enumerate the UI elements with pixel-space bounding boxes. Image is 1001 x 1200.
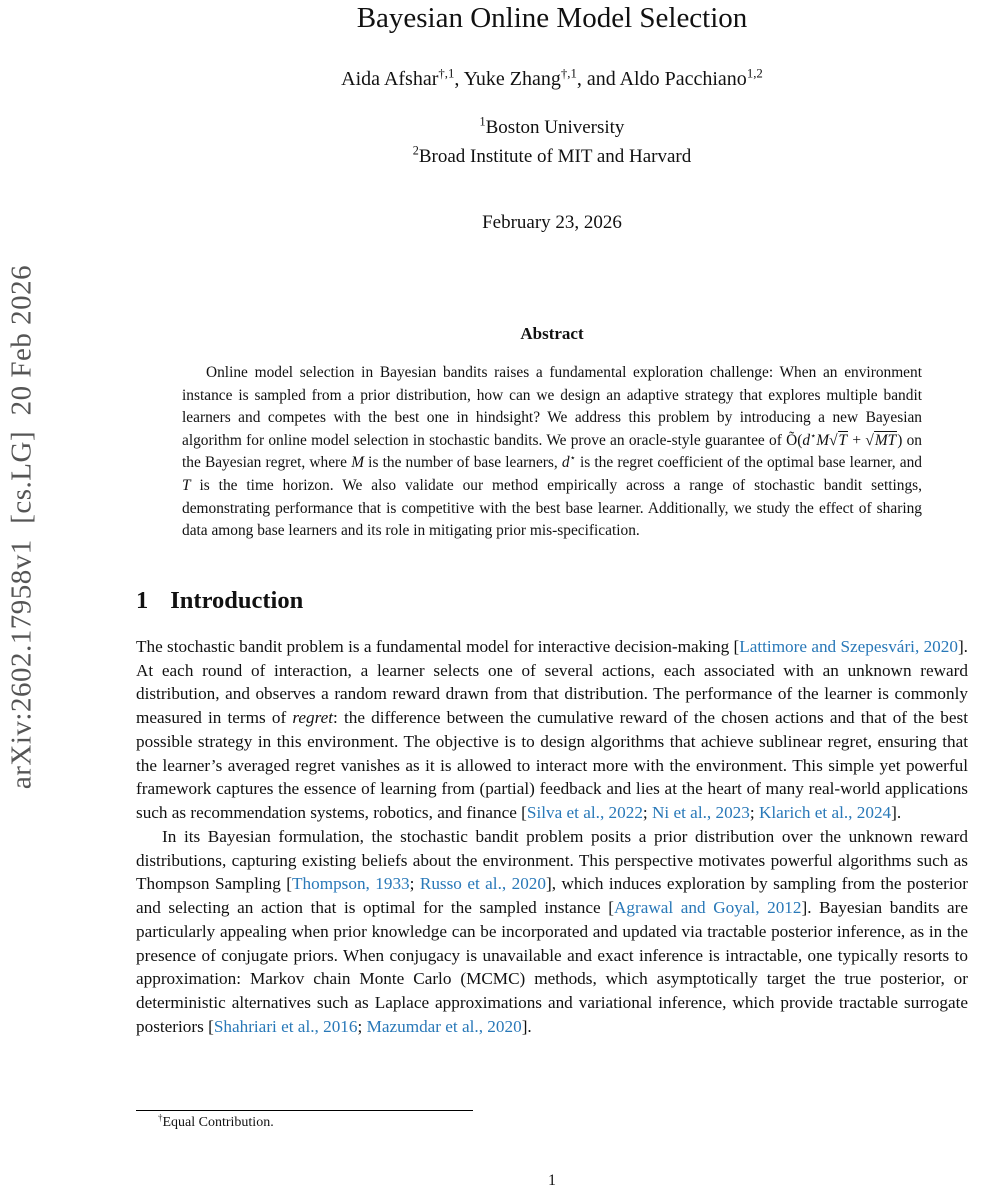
affiliation-2: $^2$Broad Institute of MIT and Harvard — [412, 144, 692, 168]
affiliation-1: $^1$Boston University — [479, 114, 625, 138]
intro-paragraph-2: In its Bayesian formulation, the stochastic bandit problem posits a prior distribution over the unknown reward distributions, capturing existing beliefs about the environment. This perspective motivates powerful algorithms such as Thompson Sampling [Thompson, 1933; Russo et al., 2020], which induces exploration by sampling from the posterior and selecting an action that is optimal for the sampled instance [Agrawal and Goyal, 2012]. Bayesian bandits are particularly appealing when prior knowledge can be incorporated and updated via tractable posterior inference, as in the presence of conjugate priors. When conjugacy is unavailable and exact inference is intractable, one typically resorts to approximation: Markov chain Monte Carlo (MCMC) methods, which asymptotically target the true posterior, or deterministic alternatives such as Laplace approximations and variational inference, which provide tractable surrogate posteriors [Shahriari et al., 2016; Mazumdar et al., 2020]. — [136, 826, 969, 1036]
section-number: 1 — [136, 587, 149, 614]
section-title: Introduction — [170, 587, 304, 614]
citation-link[interactable]: Agrawal and Goyal, 2012 — [613, 898, 802, 918]
authors-line: Aida Afshar$^{\dagger,1}$, Yuke Zhang$^{\dagger,1}$, and Aldo Pacchiano$^{1,2}$ — [341, 66, 763, 90]
abstract-heading: Abstract — [520, 323, 584, 343]
arxiv-watermark: arXiv:2602.17958v1 [cs.LG] 20 Feb 2026 — [5, 264, 38, 790]
citation-link[interactable]: Ni et al., 2023 — [652, 803, 750, 823]
citation-link[interactable]: Lattimore and Szepesvári, 2020 — [739, 637, 958, 656]
citation-link[interactable]: Thompson, 1933 — [292, 874, 410, 894]
citation-link[interactable]: Klarich et al., 2024 — [758, 803, 892, 823]
footnote-block — [136, 1110, 968, 1131]
citation-link[interactable]: Mazumdar et al., 2020 — [366, 1016, 522, 1036]
intro-paragraph-1: The stochastic bandit problem is a fundamental model for interactive decision-making [Lattimore and Szepesvári, 2020]. At each round of interaction, a learner selects one of several actions, each associated with an unknown reward distribution, and observes a random reward drawn from that distribution. The performance of the learner is commonly measured in terms of regret: the difference between the cumulative reward of the chosen actions and that of the best possible strategy in this environment. The objective is to design algorithms that achieve sublinear regret, ensuring that the learner’s averaged regret vanishes as it is allowed to interact more with the environment. This simple yet powerful framework captures the essence of learning from (partial) feedback and lies at the heart of many real-world applications such as recommendation systems, robotics, and finance [Silva et al., 2022; Ni et al., 2023; Klarich et al., 2024]. — [136, 637, 968, 823]
footnote-rule — [136, 1110, 473, 1111]
abstract-text: Online model selection in Bayesian bandits raises a fundamental exploration challenge: When an environment instance is sampled from a prior distribution, how can we design an adaptive strategy that explores multiple bandit learners and competes with the best one in hindsight? We address this problem by introducing a new Bayesian algorithm for online model selection in stochastic bandits. We prove an oracle-style guarantee of Õ(d⋆M√T + √MT) on the Bayesian regret, where M is the number of base learners, d⋆ is the regret coefficient of the optimal base learner, and T is the time horizon. We also validate our method empirically across a range of stochastic bandit settings, demonstrating performance that is competitive with the best base learner. Additionally, we study the effect of sharing data among base learners and its role in mitigating prior mis-specification. — [182, 363, 922, 540]
date-line: February 23, 2026 — [482, 211, 622, 233]
page-number: 1 — [548, 1172, 556, 1189]
footnote-text: †Equal Contribution. — [158, 1112, 274, 1130]
citation-link[interactable]: Shahriari et al., 2016 — [213, 1016, 358, 1036]
affiliations — [136, 113, 968, 172]
citation-link[interactable]: Silva et al., 2022 — [526, 803, 643, 823]
text-column — [136, 0, 968, 1038]
paper-title: Bayesian Online Model Selection — [356, 2, 748, 34]
citation-link[interactable]: Russo et al., 2020 — [419, 874, 546, 894]
section-heading-introduction — [136, 587, 968, 615]
